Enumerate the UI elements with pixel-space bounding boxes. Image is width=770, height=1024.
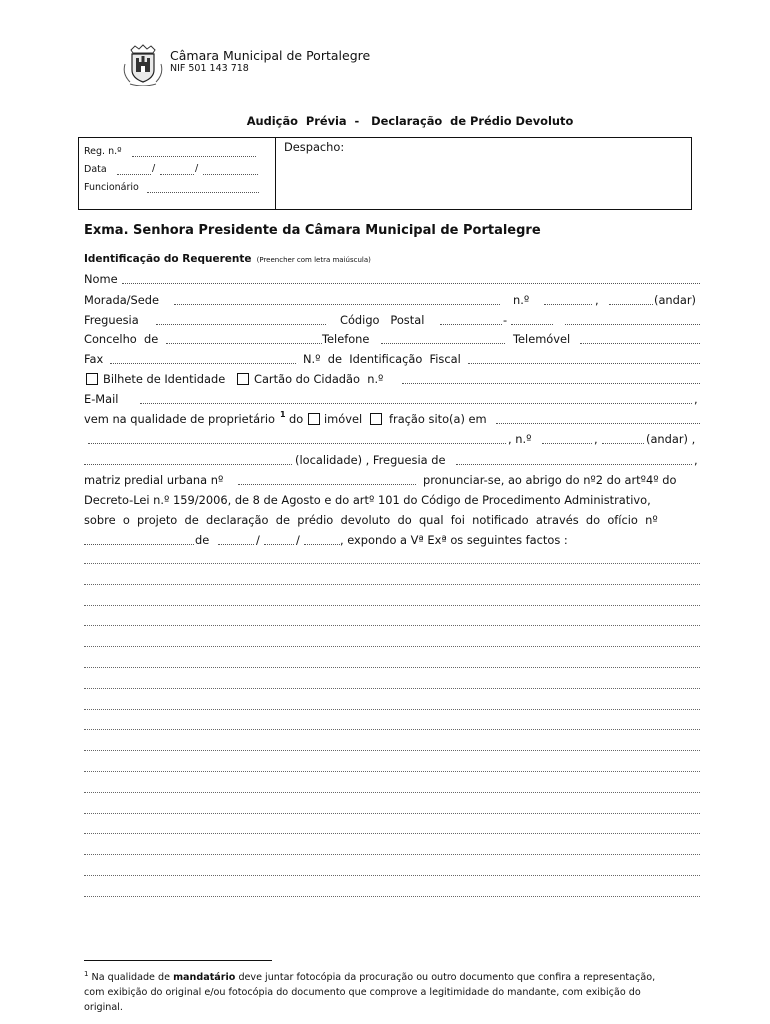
morada-number-label: n.º [513,293,530,307]
despacho-label: Despacho: [284,140,345,154]
facts-line[interactable] [84,667,700,668]
nome-row [84,271,700,287]
requester-section-note: (Preencher com letra maiúscula) [256,256,371,264]
property-location-field[interactable] [496,411,700,424]
footnote-line-2: com exibição do original e/ou fotocópia do documento que comprove a legitimidade do mandante, com exibição do [84,987,641,999]
date-separator: / [195,163,199,174]
freguesia-label: Freguesia [84,313,139,327]
facts-line[interactable] [84,688,700,689]
municipal-crest-icon [121,44,165,86]
morada-number-field[interactable] [544,292,592,305]
addressee-heading: Exma. Senhora Presidente da Câmara Municipal de Portalegre [84,223,541,238]
comma: , [594,432,598,446]
facts-line[interactable] [84,875,700,876]
facts-line[interactable] [84,854,700,855]
footnote-line-1 [84,967,714,985]
footnote-number: 1 [84,970,89,978]
telefone-field[interactable] [381,331,505,344]
facts-intro: , expondo a Vª Exª os seguintes factos : [340,533,568,547]
nome-field[interactable] [122,271,700,284]
id-document-row [84,371,700,387]
morada-row [84,292,700,308]
facts-line[interactable] [84,584,700,585]
matriz-number-field[interactable] [238,472,416,485]
id-number-field[interactable] [402,371,700,384]
notice-row [84,512,700,528]
pronunciar-text: pronunciar-se, ao abrigo do nº2 do artº4º do [423,473,677,487]
facts-line[interactable] [84,750,700,751]
andar-label: (andar) [654,293,696,307]
freguesia-field[interactable] [156,312,326,325]
org-nif: NIF 501 143 718 [170,63,249,74]
property-parish-field[interactable] [456,452,692,465]
footnote-bold-term: mandatário [173,972,236,984]
facts-line[interactable] [84,792,700,793]
footnote-text-start: Na qualidade de [88,972,174,984]
date-month-field[interactable] [160,162,194,175]
telemovel-field[interactable] [580,331,700,344]
de-label: de [195,533,210,547]
morada-floor-field[interactable] [609,292,653,305]
fracao-checkbox[interactable] [370,413,382,425]
facts-line[interactable] [84,563,700,564]
footnote-text-end: deve juntar fotocópia da procuração ou outro documento que confira a representação, [235,972,656,984]
property-address-field[interactable] [88,431,506,444]
property-floor-field[interactable] [602,431,644,444]
reg-number-field[interactable] [132,144,256,157]
fax-label: Fax [84,352,104,366]
date-day-field[interactable] [117,162,151,175]
date-separator: / [152,163,156,174]
concelho-label: Concelho de [84,332,159,346]
facts-line[interactable] [84,771,700,772]
locality-row [84,452,700,468]
reg-label: Reg. n.º [84,146,122,157]
facts-line[interactable] [84,709,700,710]
fax-row [84,351,700,367]
register-box [78,137,692,210]
postal-code-dash: - [503,313,508,327]
facts-line[interactable] [84,625,700,626]
owner-row [84,411,700,427]
locality-label: (localidade) , Freguesia de [295,453,446,467]
telefone-label: Telefone [322,332,370,346]
imovel-label: imóvel [324,412,363,426]
trailing-comma: , [694,453,698,467]
property-number-field[interactable] [542,431,592,444]
bi-label: Bilhete de Identidade [103,372,226,386]
matriz-row [84,472,700,488]
concelho-field[interactable] [166,331,322,344]
facts-line[interactable] [84,729,700,730]
oficio-number-field[interactable] [84,532,194,545]
bi-checkbox[interactable] [86,373,98,385]
oficio-row [84,532,700,548]
concelho-row [84,331,700,347]
requester-section-label [84,247,371,266]
postal-locality-field[interactable] [565,312,700,325]
telemovel-label: Telemóvel [513,332,571,346]
notice-text: sobre o projeto de declaração de prédio devoluto do qual foi notificado através do ofício nº [84,513,658,527]
cc-checkbox[interactable] [237,373,249,385]
facts-line[interactable] [84,896,700,897]
facts-line[interactable] [84,646,700,647]
email-label: E-Mail [84,392,119,406]
matriz-label: matriz predial urbana nº [84,473,224,487]
staff-field[interactable] [147,180,259,193]
freguesia-row [84,312,700,328]
codigo-postal-label: Código Postal [340,313,425,327]
nif-field[interactable] [468,351,700,364]
page-title: Audição Prévia - Declaração de Prédio Devoluto [246,114,574,128]
locality-field[interactable] [84,452,292,465]
property-address-row [84,431,700,447]
nome-label: Nome [84,272,118,286]
postal-code-suffix-field[interactable] [511,312,553,325]
date-separator: / [296,533,300,547]
owner-statement: vem na qualidade de proprietário [84,412,275,426]
morada-field[interactable] [174,292,500,305]
property-number-label: , n.º [508,432,532,446]
org-name: Câmara Municipal de Portalegre [170,48,371,63]
oficio-day-field[interactable] [218,532,254,545]
decree-row [84,492,700,508]
postal-code-prefix-field[interactable] [440,312,502,325]
cc-label: Cartão do Cidadão n.º [254,372,384,386]
email-field[interactable] [140,391,692,404]
comma: , [595,293,599,307]
date-year-field[interactable] [203,162,258,175]
register-box-divider [275,138,276,209]
date-separator: / [256,533,260,547]
property-floor-label: (andar) , [646,432,696,446]
footnote-separator [84,960,272,961]
decree-text: Decreto-Lei n.º 159/2006, de 8 de Agosto e do artº 101 do Código de Procedimento Administrativo, [84,493,651,507]
morada-label: Morada/Sede [84,293,159,307]
facts-line[interactable] [84,813,700,814]
staff-label: Funcionário [84,182,139,193]
imovel-checkbox[interactable] [308,413,320,425]
fax-field[interactable] [110,351,296,364]
footnote-line-3: original. [84,1002,123,1014]
facts-line[interactable] [84,605,700,606]
do-label: do [289,412,304,426]
oficio-year-field[interactable] [304,532,340,545]
footnote [84,967,714,1015]
nif-label: N.º de Identificação Fiscal [303,352,461,366]
email-row [84,391,700,407]
oficio-month-field[interactable] [264,532,294,545]
facts-line[interactable] [84,833,700,834]
date-label: Data [84,164,107,175]
trailing-comma: , [694,392,698,406]
requester-section-title: Identificação do Requerente [84,253,252,265]
fracao-label: fração sito(a) em [389,412,487,426]
footnote-reference: 1 [280,410,286,419]
